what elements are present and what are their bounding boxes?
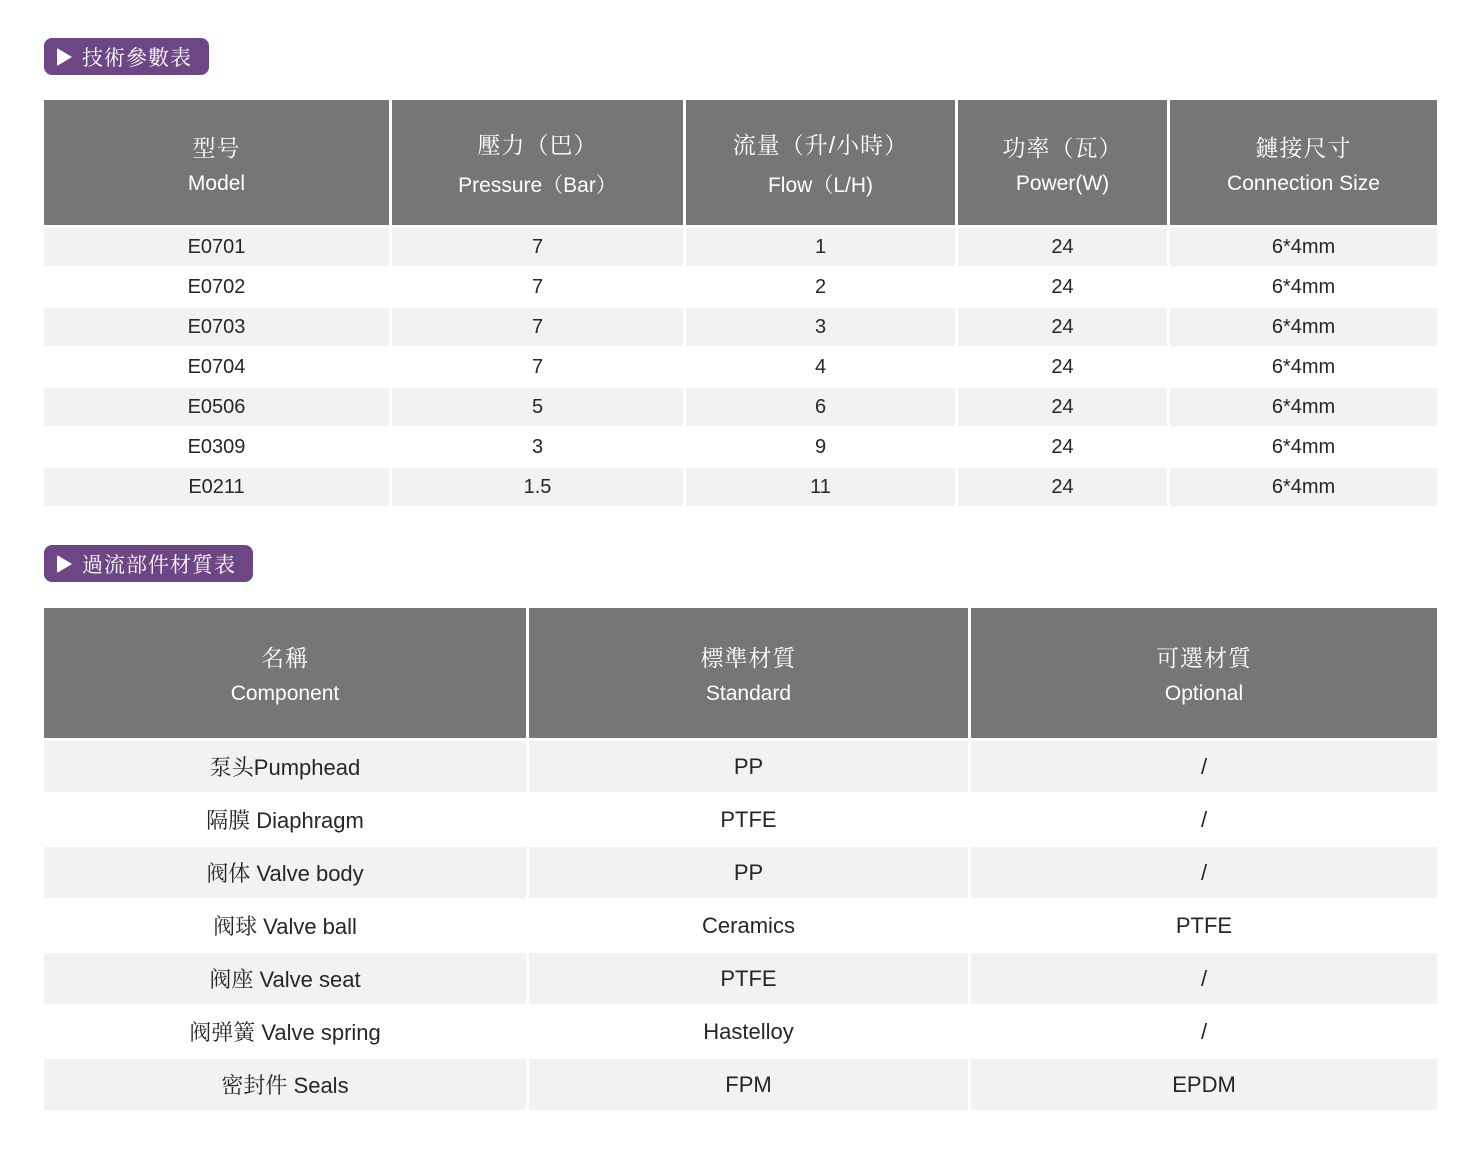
section-title: 過流部件材質表 <box>82 553 236 577</box>
component-cell: 泵头Pumphead <box>44 741 529 792</box>
standard-material-cell: PP <box>529 741 971 792</box>
power-cell: 24 <box>958 228 1170 266</box>
component-cell: 阀体 Valve body <box>44 847 529 898</box>
power-cell: 24 <box>958 468 1170 506</box>
tech-params-table-header <box>44 100 1437 225</box>
connection-size-cell: 6*4mm <box>1271 315 1336 338</box>
model-cell: E0704 <box>44 348 392 386</box>
model-cell: E0506 <box>44 388 392 426</box>
play-triangle-icon <box>57 48 72 66</box>
table-row <box>44 308 1437 348</box>
table-row <box>44 900 1437 953</box>
connection-size-cell: 6*4mm <box>1271 435 1336 458</box>
section-title: 技術參數表 <box>82 46 192 70</box>
flow-cell: 6 <box>686 388 958 426</box>
model-cell: E0703 <box>44 308 392 346</box>
table-row <box>44 348 1437 388</box>
optional-material-cell: / <box>1200 806 1208 832</box>
pressure-cell: 3 <box>392 428 686 466</box>
column-header-power: 功率（瓦） Power(W) <box>958 100 1170 225</box>
tech-params-table <box>44 100 1437 508</box>
optional-material-cell: PTFE <box>1175 912 1233 938</box>
pressure-cell: 5 <box>392 388 686 426</box>
column-header-pressure: 壓力（巴） Pressure（Bar） <box>392 100 686 225</box>
standard-material-cell: PTFE <box>529 794 971 845</box>
pressure-cell: 7 <box>392 228 686 266</box>
section-badge-tech-params <box>44 38 209 75</box>
wetted-materials-table-header <box>44 608 1437 738</box>
standard-material-cell: PP <box>529 847 971 898</box>
standard-material-cell: PTFE <box>529 953 971 1004</box>
pressure-cell: 1.5 <box>392 468 686 506</box>
optional-material-cell: / <box>1200 1018 1208 1044</box>
table-row <box>44 388 1437 428</box>
optional-material-cell: / <box>1200 753 1208 779</box>
wetted-materials-table <box>44 608 1437 1112</box>
flow-cell: 1 <box>686 228 958 266</box>
power-cell: 24 <box>958 308 1170 346</box>
power-cell: 24 <box>958 348 1170 386</box>
flow-cell: 3 <box>686 308 958 346</box>
standard-material-cell: Ceramics <box>529 900 971 951</box>
table-row <box>44 428 1437 468</box>
flow-cell: 2 <box>686 268 958 306</box>
standard-material-cell: Hastelloy <box>529 1006 971 1057</box>
standard-material-cell: FPM <box>529 1059 971 1110</box>
table-row <box>44 468 1437 508</box>
table-row <box>44 1006 1437 1059</box>
table-row <box>44 741 1437 794</box>
section-badge-wetted-materials <box>44 545 253 582</box>
component-cell: 密封件 Seals <box>44 1059 529 1110</box>
component-cell: 隔膜 Diaphragm <box>44 794 529 845</box>
optional-material-cell: / <box>1200 859 1208 885</box>
flow-cell: 9 <box>686 428 958 466</box>
power-cell: 24 <box>958 388 1170 426</box>
table-row <box>44 794 1437 847</box>
connection-size-cell: 6*4mm <box>1271 355 1336 378</box>
connection-size-cell: 6*4mm <box>1271 275 1336 298</box>
table-row <box>44 228 1437 268</box>
column-header-standard-material: 標準材質 Standard <box>529 608 971 738</box>
pressure-cell: 7 <box>392 268 686 306</box>
connection-size-cell: 6*4mm <box>1271 475 1336 498</box>
model-cell: E0309 <box>44 428 392 466</box>
pressure-cell: 7 <box>392 308 686 346</box>
table-row <box>44 953 1437 1006</box>
content <box>44 0 1437 1112</box>
power-cell: 24 <box>958 428 1170 466</box>
column-header-optional-material: 可選材質 Optional <box>971 608 1437 738</box>
optional-material-cell: / <box>1200 965 1208 991</box>
connection-size-cell: 6*4mm <box>1271 395 1336 418</box>
component-cell: 阀球 Valve ball <box>44 900 529 951</box>
column-header-model: 型号 Model <box>44 100 392 225</box>
connection-size-cell: 6*4mm <box>1271 235 1336 258</box>
column-header-component: 名稱 Component <box>44 608 529 738</box>
component-cell: 阀座 Valve seat <box>44 953 529 1004</box>
wetted-materials-table-body <box>44 741 1437 1112</box>
tech-params-table-body <box>44 228 1437 508</box>
model-cell: E0701 <box>44 228 392 266</box>
column-header-flow: 流量（升/小時） Flow（L/H) <box>686 100 958 225</box>
power-cell: 24 <box>958 268 1170 306</box>
table-row <box>44 1059 1437 1112</box>
optional-material-cell: EPDM <box>1172 1071 1236 1097</box>
flow-cell: 11 <box>686 468 958 506</box>
component-cell: 阀弹簧 Valve spring <box>44 1006 529 1057</box>
flow-cell: 4 <box>686 348 958 386</box>
model-cell: E0702 <box>44 268 392 306</box>
model-cell: E0211 <box>44 468 392 506</box>
table-row <box>44 847 1437 900</box>
pressure-cell: 7 <box>392 348 686 386</box>
play-triangle-icon <box>57 555 72 573</box>
column-header-connection-size: 鏈接尺寸 Connection Size <box>1170 100 1437 225</box>
table-row <box>44 268 1437 308</box>
